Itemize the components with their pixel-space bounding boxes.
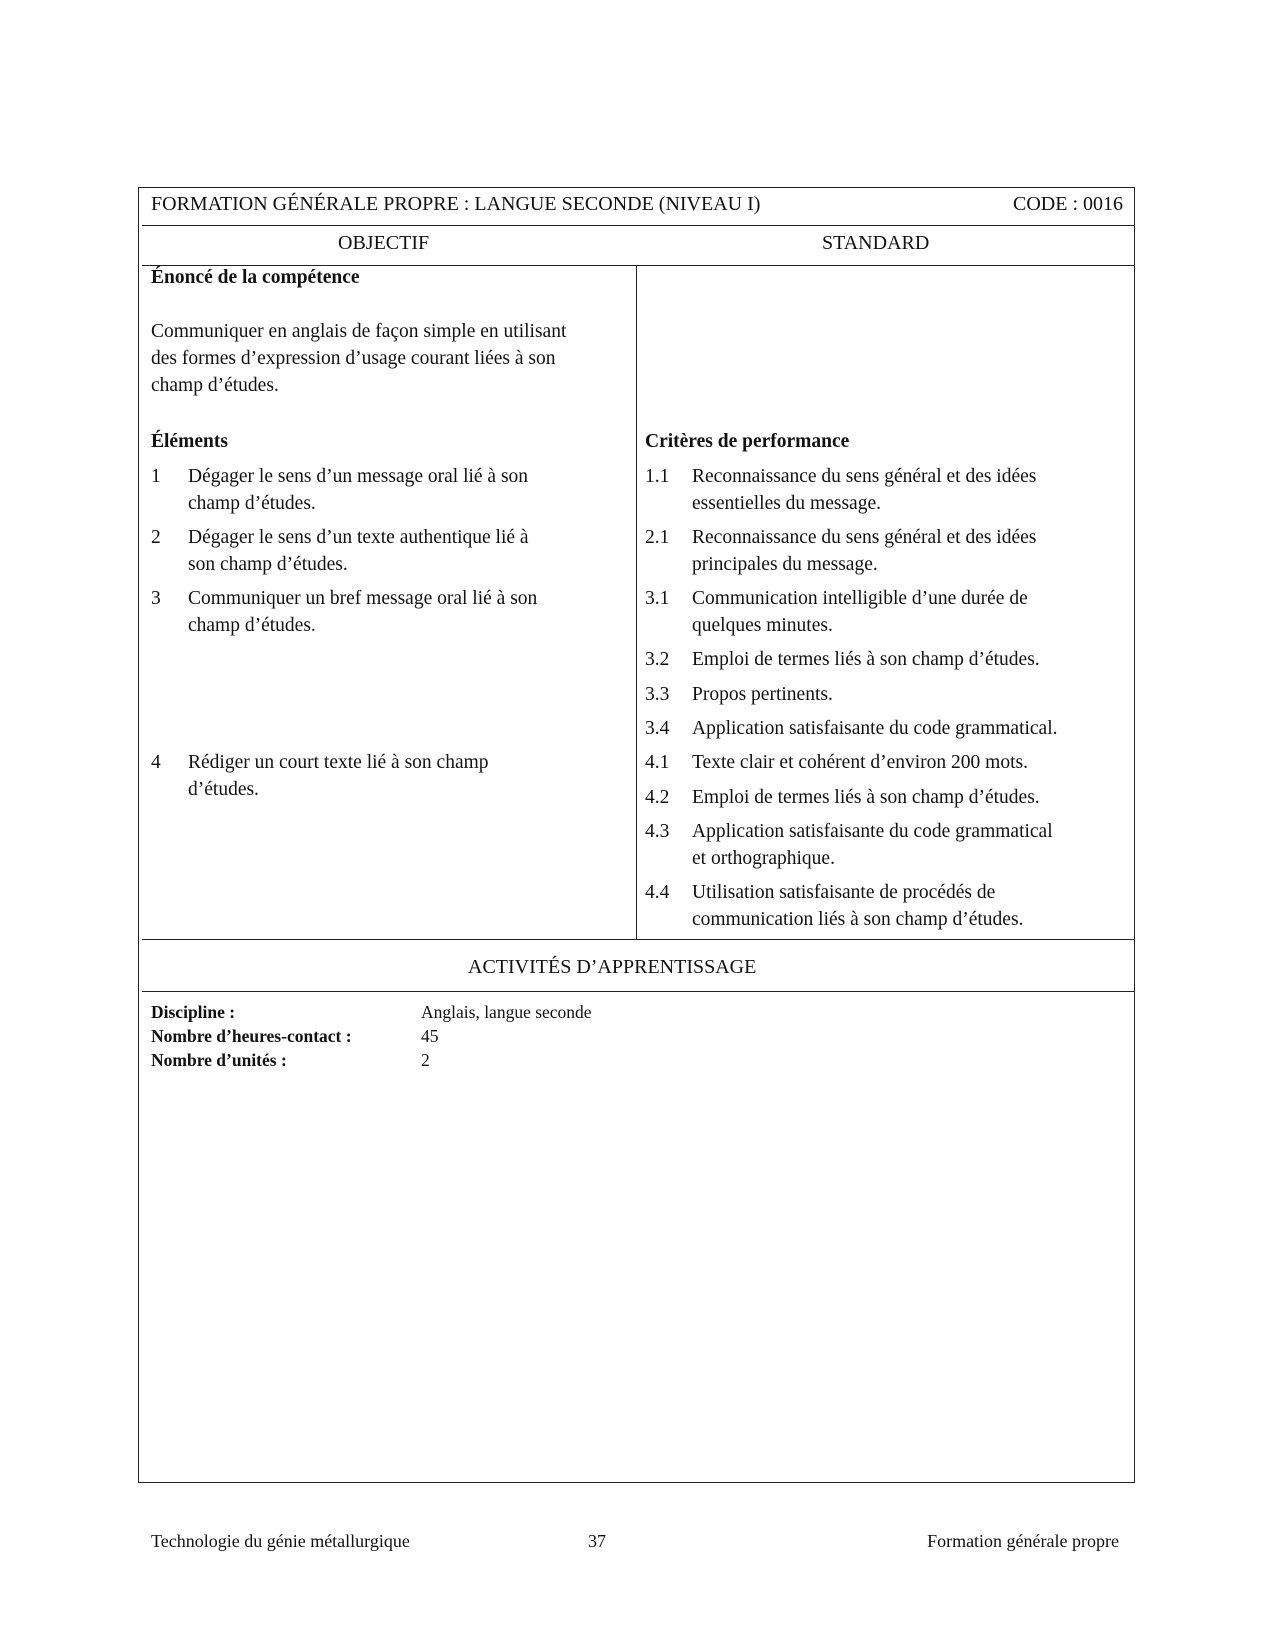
criterion-line: essentielles du message. [692, 493, 881, 514]
criterion-line: Reconnaissance du sens général et des idées [692, 527, 1037, 548]
criterion-line: Texte clair et cohérent d’environ 200 mots. [692, 752, 1028, 773]
element-line: son champ d’études. [188, 554, 348, 575]
objectif-heading: OBJECTIF [338, 232, 430, 254]
course-code: CODE : 0016 [1013, 193, 1123, 215]
criterion-number: 3.4 [645, 718, 670, 739]
criterion-line: Utilisation satisfaisante de procédés de [692, 882, 996, 903]
element-number: 3 [151, 588, 161, 609]
criterion-line: Communication intelligible d’une durée de [692, 588, 1028, 609]
criterion-line: Reconnaissance du sens général et des idées [692, 466, 1037, 487]
criterion-line: Emploi de termes liés à son champ d’études. [692, 787, 1040, 808]
criterion-line: Application satisfaisante du code grammatical. [692, 718, 1058, 739]
criterion-line: Propos pertinents. [692, 684, 833, 705]
info-label: Discipline : [151, 1002, 236, 1022]
competence-heading: Énoncé de la compétence [151, 267, 360, 288]
elements-heading: Éléments [151, 431, 228, 452]
divider [142, 265, 1134, 266]
info-value: 2 [421, 1050, 430, 1070]
criterion-line: communication liés à son champ d’études. [692, 909, 1024, 930]
criterion-number: 4.3 [645, 821, 670, 842]
element-line: Rédiger un court texte lié à son champ [188, 752, 489, 773]
criterion-number: 4.2 [645, 787, 670, 808]
criterion-number: 2.1 [645, 527, 670, 548]
element-line: Communiquer un bref message oral lié à son [188, 588, 538, 609]
criterion-line: Emploi de termes liés à son champ d’études. [692, 649, 1040, 670]
info-value: Anglais, langue seconde [421, 1002, 592, 1022]
element-line: champ d’études. [188, 493, 316, 514]
criterion-number: 4.1 [645, 752, 670, 773]
criterion-line: quelques minutes. [692, 615, 833, 636]
criteria-heading: Critères de performance [645, 431, 850, 452]
criterion-number: 4.4 [645, 882, 670, 903]
divider [142, 939, 1134, 940]
element-number: 1 [151, 466, 161, 487]
element-number: 2 [151, 527, 161, 548]
criterion-number: 3.3 [645, 684, 670, 705]
criterion-line: et orthographique. [692, 848, 835, 869]
competence-line: champ d’études. [151, 375, 279, 396]
info-value: 45 [421, 1026, 439, 1046]
element-line: champ d’études. [188, 615, 316, 636]
standard-heading: STANDARD [822, 232, 930, 254]
info-label: Nombre d’unités : [151, 1050, 287, 1070]
criterion-number: 3.1 [645, 588, 670, 609]
criterion-line: Application satisfaisante du code grammatical [692, 821, 1053, 842]
competence-line: des formes d’expression d’usage courant liées à son [151, 348, 556, 369]
activities-heading: ACTIVITÉS D’APPRENTISSAGE [468, 956, 757, 978]
criterion-number: 3.2 [645, 649, 670, 670]
element-line: d’études. [188, 779, 259, 800]
element-line: Dégager le sens d’un texte authentique lié à [188, 527, 529, 548]
element-number: 4 [151, 752, 161, 773]
column-divider [636, 265, 637, 939]
document-title: FORMATION GÉNÉRALE PROPRE : LANGUE SECONDE (NIVEAU I) [151, 193, 761, 215]
element-line: Dégager le sens d’un message oral lié à son [188, 466, 529, 487]
divider [142, 991, 1134, 992]
footer-program: Technologie du génie métallurgique [151, 1531, 410, 1551]
page-number: 37 [588, 1531, 606, 1551]
footer-section: Formation générale propre [927, 1531, 1119, 1551]
criterion-line: principales du message. [692, 554, 878, 575]
info-label: Nombre d’heures-contact : [151, 1026, 352, 1046]
competence-line: Communiquer en anglais de façon simple en utilisant [151, 321, 567, 342]
criterion-number: 1.1 [645, 466, 670, 487]
divider [142, 225, 1134, 226]
